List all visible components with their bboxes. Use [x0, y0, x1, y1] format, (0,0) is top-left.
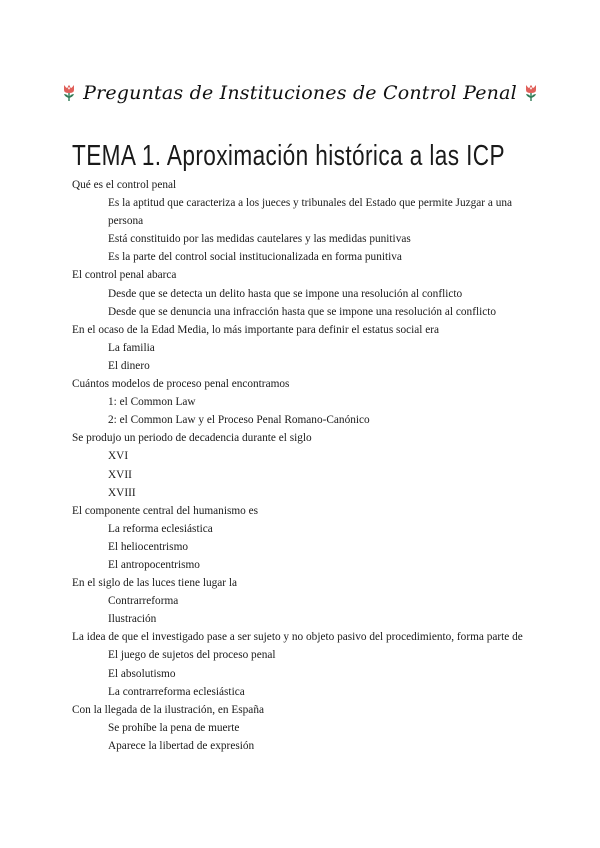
tulip-icon [524, 84, 538, 102]
answer-option: Se prohíbe la pena de muerte [108, 721, 240, 734]
answer-option: Ilustración [108, 613, 157, 626]
question: El control penal abarca [72, 269, 177, 282]
answer-option: Está constituido por las medidas cautelares y las medidas punitivas [108, 233, 411, 246]
answer-option: El heliocentrismo [108, 540, 188, 553]
question: El componente central del humanismo es [72, 504, 259, 517]
question-list [72, 176, 542, 755]
answer-option: La contrarreforma eclesiástica [108, 685, 245, 698]
answer-option: El juego de sujetos del proceso penal [108, 649, 276, 662]
question: Cuántos modelos de proceso penal encontramos [72, 378, 290, 391]
question: Se produjo un periodo de decadencia durante el siglo [72, 432, 312, 445]
document-title [0, 82, 600, 104]
answer-option: Aparece la libertad de expresión [108, 739, 255, 752]
answer-option: 1: el Common Law [108, 396, 196, 409]
answer-option: La reforma eclesiástica [108, 522, 213, 535]
title-text: Preguntas de Instituciones de Control Penal [83, 82, 517, 104]
answer-option: XVIII [108, 486, 136, 499]
answer-option: El absolutismo [108, 667, 176, 680]
answer-option: Es la aptitud que caracteriza a los jueces y tribunales del Estado que permite Juzgar a una persona [108, 197, 513, 228]
answer-option: XVI [108, 450, 129, 463]
question: Con la llegada de la ilustración, en España [72, 703, 264, 716]
answer-option: Desde que se denuncia una infracción hasta que se impone una resolución al conflicto [108, 305, 497, 318]
question: En el ocaso de la Edad Media, lo más importante para definir el estatus social era [72, 323, 440, 336]
answer-option: XVII [108, 468, 132, 481]
question: Qué es el control penal [72, 179, 177, 191]
answer-option: La familia [108, 341, 155, 354]
question: La idea de que el investigado pase a ser sujeto y no objeto pasivo del procedimiento, forma parte de [72, 631, 523, 644]
section-heading: TEMA 1. Aproximación histórica a las ICP [72, 140, 505, 172]
answer-option: El antropocentrismo [108, 558, 200, 571]
answer-option: 2: el Common Law y el Proceso Penal Romano-Canónico [108, 414, 370, 427]
answer-option: Desde que se detecta un delito hasta que se impone una resolución al conflicto [108, 287, 463, 300]
tulip-icon [62, 84, 76, 102]
answer-option: Es la parte del control social institucionalizada en forma punitiva [108, 251, 402, 264]
answer-option: El dinero [108, 359, 150, 372]
answer-option: Contrarreforma [108, 595, 179, 608]
question: En el siglo de las luces tiene lugar la [72, 577, 238, 590]
